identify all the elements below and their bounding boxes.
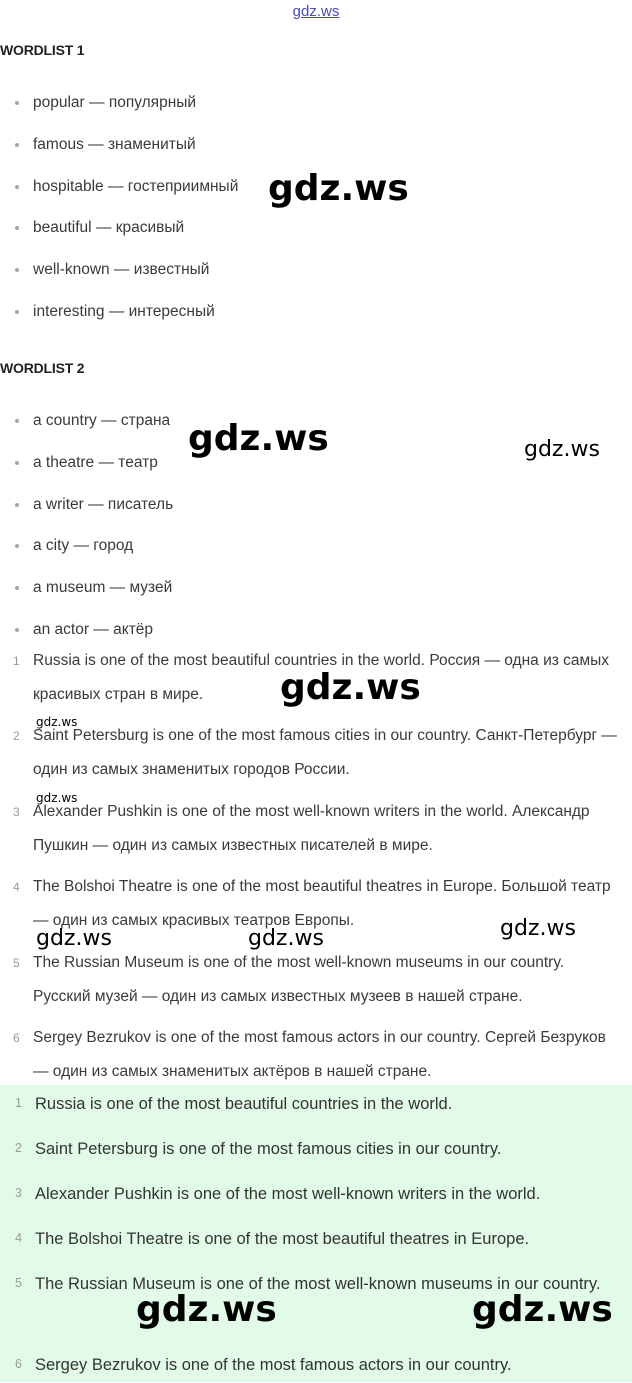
watermark: gdz.ws — [188, 418, 329, 459]
list-item: famous — знаменитый — [0, 135, 632, 177]
bullet-icon — [15, 226, 19, 230]
list-item: an actor — актёр — [0, 620, 632, 662]
bullet-icon — [15, 628, 19, 632]
watermark: gdz.ws — [36, 715, 78, 729]
watermark: gdz.ws — [280, 667, 421, 708]
wordlist-1 — [0, 93, 632, 344]
wordlist-1-heading: WORDLIST 1 — [0, 42, 85, 58]
sentence-item: 1 Russia is one of the most beautiful countries in the world. Россия — одна из самых красивых стран в мире. — [13, 652, 610, 703]
list-item: a museum — музей — [0, 578, 632, 620]
list-item: beautiful — красивый — [0, 218, 632, 260]
watermark: gdz.ws — [472, 1289, 613, 1330]
sentence-item: 2 Saint Petersburg is one of the most famous cities in our country. Санкт-Петербург — один из самых знаменитых городов России. — [13, 727, 617, 779]
bullet-icon — [15, 268, 19, 272]
watermark: gdz.ws — [36, 791, 78, 805]
bullet-icon — [15, 586, 19, 590]
list-item: hospitable — гостеприимный — [0, 177, 632, 219]
sentence-item: 3 Alexander Pushkin is one of the most well-known writers in the world. Александр Пушкин — один из самых известных писателей в мире. — [13, 802, 590, 854]
watermark: gdz.ws — [36, 926, 112, 951]
list-item: interesting — интересный — [0, 302, 632, 344]
sentence-item: 5 The Russian Museum is one of the most well-known museums in our country. Русский музей — один из самых известных музеев в нашей стране. — [13, 953, 565, 1005]
sentence-item: 6 Sergey Bezrukov is one of the most famous actors in our country. Сергей Безруков — один из самых знаменитых актёров в нашей стране. — [13, 1028, 606, 1080]
site-link[interactable]: gdz.ws — [292, 3, 340, 20]
watermark: gdz.ws — [500, 916, 576, 941]
bullet-icon — [15, 310, 19, 314]
sentence-item: 4 The Bolshoi Theatre is one of the most beautiful theatres in Europe. Большой театр — один из самых красивых театров Европы. — [13, 878, 611, 930]
list-item: a theatre — театр — [0, 453, 632, 495]
bullet-icon — [15, 461, 19, 465]
watermark: gdz.ws — [524, 437, 600, 462]
bullet-icon — [15, 503, 19, 507]
list-item: a country — страна — [0, 411, 632, 453]
bullet-icon — [15, 544, 19, 548]
list-item: well-known — известный — [0, 260, 632, 302]
wordlist-2-heading: WORDLIST 2 — [0, 360, 85, 376]
watermark: gdz.ws — [136, 1289, 277, 1330]
bullet-icon — [15, 143, 19, 147]
list-item: popular — популярный — [0, 93, 632, 135]
watermark: gdz.ws — [248, 926, 324, 951]
bullet-icon — [15, 101, 19, 105]
sentence-list — [0, 652, 632, 1104]
bullet-icon — [15, 185, 19, 189]
bullet-icon — [15, 419, 19, 423]
list-item: a writer — писатель — [0, 495, 632, 537]
answer-box: 1 Russia is one of the most beautiful countries in the world. 2 Saint Petersburg is one of the most famous cities in our country. 3 Alexander Pushkin is one of the most well-known writers in the world. 4 The Bolshoi Theatre is one of the most beautiful theatres in Europe. 5 The Russian Museum is one of the most well-known museums in our country. 6 Sergey Bezrukov is one of the most famous actors in our country. — [0, 1085, 632, 1382]
watermark: gdz.ws — [268, 168, 409, 209]
list-item: a city — город — [0, 536, 632, 578]
